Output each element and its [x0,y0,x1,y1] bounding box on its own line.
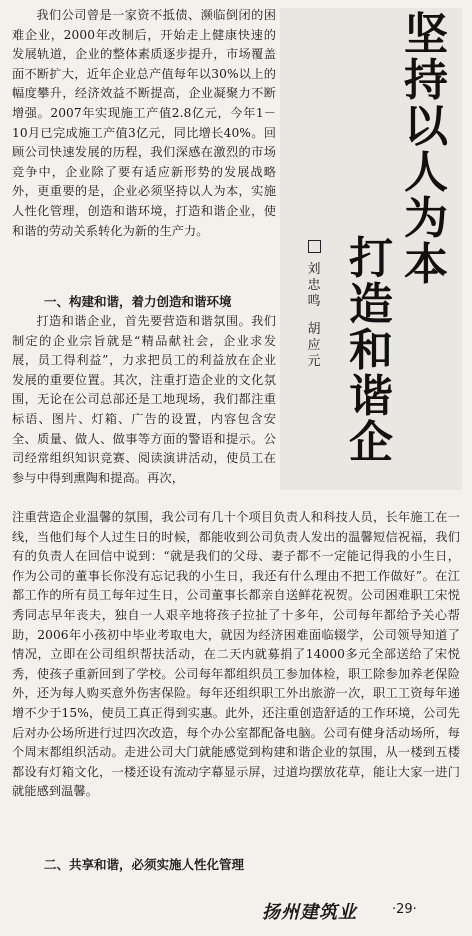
author-char: 元 [307,354,321,369]
section-heading-2: 二、共享和谐，必须实施人性化管理 [44,857,245,872]
article-title-part1 [400,9,452,290]
section1-paragraph-a: 打造和谐企业，首先要营造和谐氛围。我们制定的企业宗旨就是“精品献社会，企业求发展，员工得利益”，力求把员工的利益放在企业发展的重要位置。其次，注重打造企业的文化氛围，无论在公司总部还是工地现场，我们都注重标语、图片、灯箱、广告的设置，内容包含安全、质量、做人、做事等方面的警语和提示。公司经常组织知识竞赛、阅读演讲活动，使员工在参与中得到熏陶和提高。再次， [12,314,276,485]
title-char: 为 [404,193,448,244]
article-title-part2 [345,233,397,468]
intro-paragraph: 我们公司曾是一家资不抵债、濒临倒闭的困难企业，2000年改制后，开始走上健康快速的发展轨道，企业的整体素质逐步提升，市场覆盖面不断扩大，近年企业总产值每年以30%以上的幅度攀升，经济效益不断提高，企业凝聚力不断增强。2007年实现施工产值2.8亿元，今年1－10月已完成施工产值3亿元，同比增长40%。回顾公司快速发展的历程，我们深感在激烈的市场竞争中，企业除了要有适应新形势的发展战略外，更重要的是，企业必须坚持以人为本，实施人性化管理，创造和谐环境，打造和谐企业，使和谐的劳动关系转化为新的生产力。 [12,8,276,238]
section-heading-1: 一、构建和谐，着力创造和谐环境 [44,294,232,309]
title-char: 坚 [404,9,448,60]
title-char: 造 [349,279,393,330]
journal-logo: 扬州建筑业 [262,902,357,923]
title-char: 本 [404,239,448,290]
author-marker-icon [308,240,321,253]
author-1 [306,262,322,310]
title-char: 人 [404,147,448,198]
title-char: 谐 [349,371,393,422]
section1-paragraph-b: 注重营造企业温馨的氛围，我公司有几十个项目负责人和科技人员，长年施工在一线，当他们每个人过生日的时候，都能收到公司负责人发出的温馨短信祝福，我们有的负责人在回信中说到：“就是我们的父母、妻子都不一定能记得我的小生日，作为公司的董事长你没有忘记我的小生日，我还有什么理由不把工作做好”。在江都工作的所有员工每年过生日，公司董事长都亲自送鲜花祝贺。公司困难职工宋悦秀同志早年丧夫，独自一人艰辛地将孩子拉扯了十多年，公司每年都给予关心帮助，2006年小孩初中毕业考取电大，就因为经济困难面临辍学，公司领导知道了情况，立即在公司组织帮扶活动，在二天内就募捐了14000多元全部送给了宋悦秀，使孩子重新回到了学校。公司每年都组织员工参加体检，职工除参加养老保险外，还为每人购买意外伤害保险。每年还组织职工外出旅游一次，职工工资每年递增不少于15%，使员工真正得到实惠。此外，还注重创造舒适的工作环境，公司先后对办公场所进行过四次改造，每个办公室都配备电脑。公司有健身活动场所，每个周末都组织活动。走进公司大门就能感觉到构建和谐企业的氛围，从一楼到五楼都设有灯箱文化，一楼还设有流动字幕显示屏，过道均摆放花草，能让大家一进门就能感到温馨。 [12,510,460,799]
title-char: 和 [349,325,393,376]
title-char: 企 [349,417,393,468]
author-char: 刘 [307,262,321,277]
author-char: 应 [307,338,321,353]
title-char: 以 [404,101,448,152]
author-char: 胡 [307,322,321,337]
author-char: 忠 [307,278,321,293]
author-char: 鸣 [307,294,321,309]
title-char: 持 [404,55,448,106]
page-number: ·29· [392,902,417,917]
title-char: 打 [349,233,393,284]
author-2 [306,322,322,370]
